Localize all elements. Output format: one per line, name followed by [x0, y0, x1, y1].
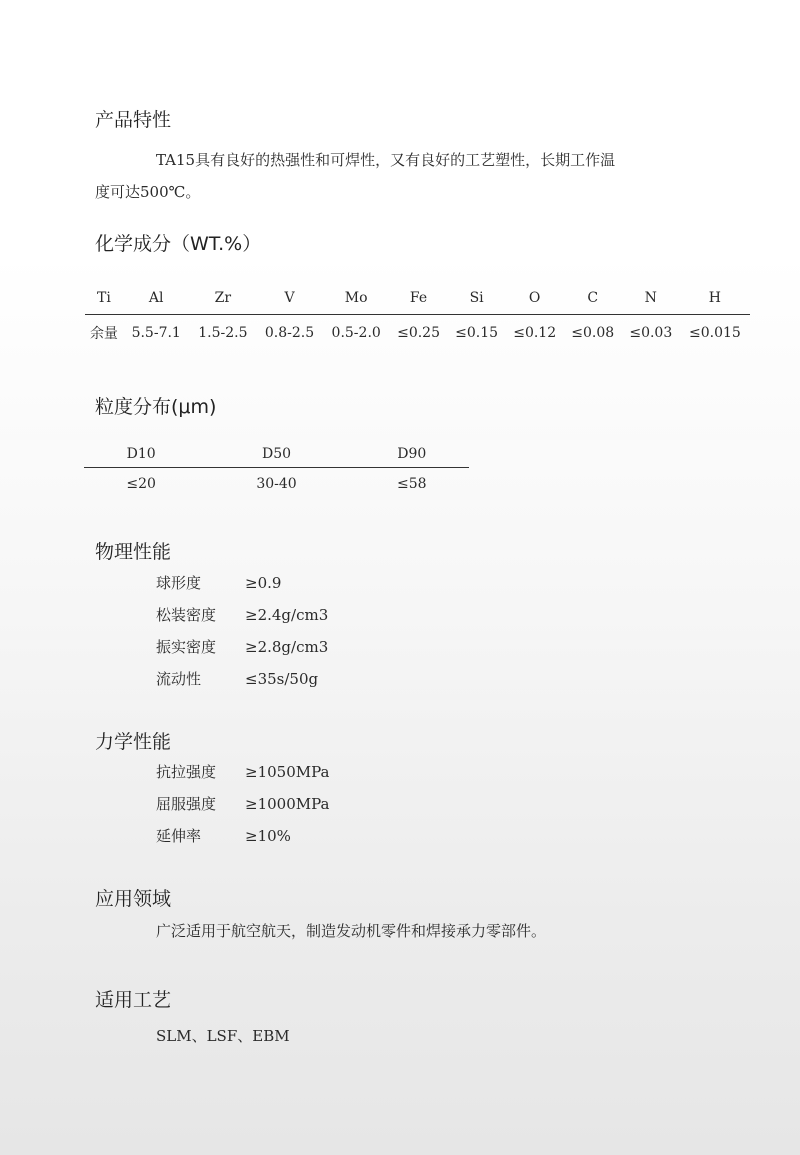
particle-size-value-row [84, 468, 469, 501]
element-header: H [680, 282, 750, 315]
property-value: ≥1000MPa [245, 795, 330, 813]
property-row [156, 599, 328, 631]
property-row [156, 663, 328, 695]
characteristics-heading: 产品特性 [95, 109, 172, 131]
element-value: ≤0.03 [629, 325, 673, 341]
property-label: 延伸率 [156, 827, 202, 845]
property-value: ≥10% [245, 827, 291, 845]
property-label: 球形度 [156, 574, 202, 592]
element-header: Zr [190, 282, 257, 315]
psd-value: ≤58 [397, 476, 427, 492]
element-value: ≤0.015 [689, 325, 741, 341]
composition-table [85, 282, 750, 351]
property-row [156, 756, 329, 788]
property-row [156, 631, 328, 663]
element-value: 1.5-2.5 [198, 325, 248, 341]
composition-header-row [85, 282, 750, 315]
characteristics-text-line1: TA15具有良好的热强性和可焊性，又有良好的工艺塑性，长期工作温 [156, 151, 616, 169]
element-header: Al [123, 282, 190, 315]
element-header: N [622, 282, 680, 315]
physical-heading: 物理性能 [95, 541, 172, 563]
composition-value-row [85, 315, 750, 352]
element-header: Fe [390, 282, 448, 315]
property-label: 屈服强度 [156, 795, 217, 813]
property-value: ≤35s/50g [245, 670, 319, 688]
particle-size-header-row [84, 441, 469, 468]
psd-value: 30-40 [256, 476, 297, 492]
element-header: V [256, 282, 323, 315]
element-value: 0.8-2.5 [264, 325, 315, 341]
particle-size-table [84, 441, 469, 500]
element-value: ≤0.25 [397, 325, 440, 341]
property-row [156, 788, 329, 820]
property-value: ≥2.8g/cm3 [245, 638, 329, 656]
particle-size-heading: 粒度分布(μm) [95, 396, 217, 418]
element-header: Mo [323, 282, 390, 315]
psd-value: ≤20 [126, 476, 156, 492]
application-text: 广泛适用于航空航天，制造发动机零件和焊接承力零部件。 [156, 922, 547, 940]
process-text: SLM、LSF、EBM [156, 1027, 290, 1045]
property-label: 松装密度 [156, 606, 217, 624]
property-label: 流动性 [156, 670, 202, 688]
property-label: 抗拉强度 [156, 763, 217, 781]
property-row [156, 820, 329, 852]
element-value: 0.5-2.0 [331, 325, 381, 341]
characteristics-text-line2: 度可达500℃。 [95, 183, 201, 201]
process-heading: 适用工艺 [95, 989, 172, 1011]
psd-header: D90 [355, 441, 469, 468]
physical-property-list [156, 567, 328, 695]
property-row [156, 567, 328, 599]
element-value: ≤0.08 [571, 325, 615, 341]
mechanical-heading: 力学性能 [95, 731, 172, 753]
property-value: ≥2.4g/cm3 [245, 606, 329, 624]
element-header: Ti [85, 282, 123, 315]
property-label: 振实密度 [156, 638, 217, 656]
property-value: ≥0.9 [245, 574, 282, 592]
application-heading: 应用领域 [95, 888, 172, 910]
element-header: Si [448, 282, 506, 315]
element-value: 5.5-7.1 [131, 325, 181, 341]
element-value: ≤0.12 [513, 325, 557, 341]
element-value: ≤0.15 [455, 325, 499, 341]
mechanical-property-list [156, 756, 329, 852]
psd-header: D50 [198, 441, 354, 468]
element-header: C [564, 282, 622, 315]
element-header: O [506, 282, 564, 315]
property-value: ≥1050MPa [245, 763, 330, 781]
element-value: 余量 [89, 326, 118, 342]
composition-heading: 化学成分（WT.%） [95, 233, 262, 255]
psd-header: D10 [84, 441, 198, 468]
